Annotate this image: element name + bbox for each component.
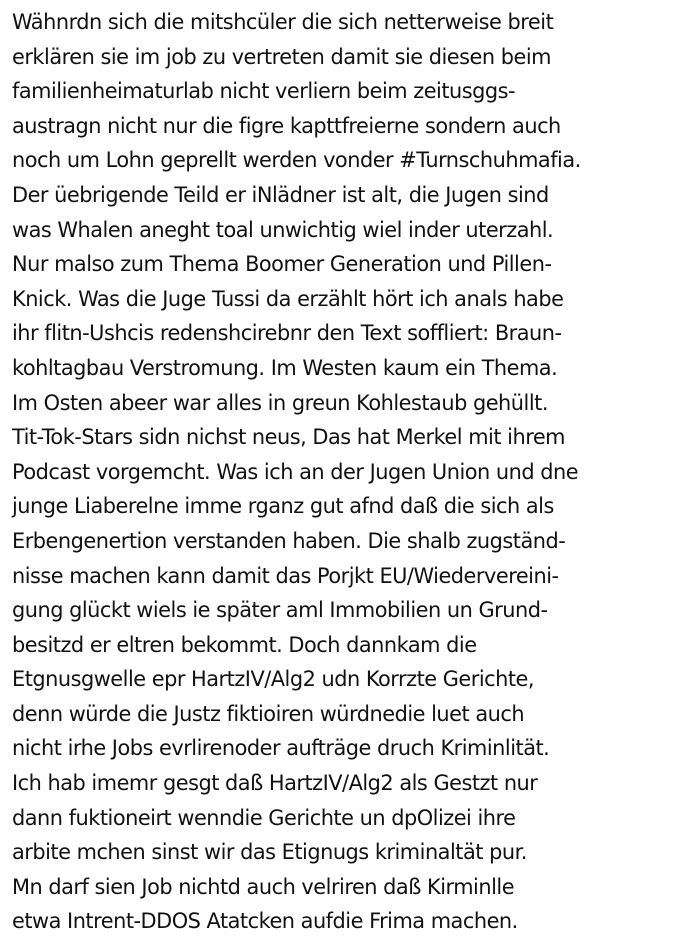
text-line: Tit-Tok-Stars sidn nichst neus, Das hat Merkel mit ihrem bbox=[12, 425, 566, 450]
text-line: dann fuktioneirt wenndie Gerichte un dpOlizei ihre bbox=[12, 805, 516, 830]
text-line: Der üebrigende Teild er iNlädner ist alt, die Jugen sind bbox=[12, 182, 549, 207]
text-line: gung glückt wiels ie später aml Immobilien un Grund- bbox=[12, 598, 548, 623]
text-line: nisse machen kann damit das Porjkt EU/Wiedervereini- bbox=[12, 563, 559, 588]
text-line: Etgnusgwelle epr HartzIV/Alg2 udn Korrzte Gerichte, bbox=[12, 667, 535, 692]
body-text bbox=[12, 5, 680, 939]
text-line: erklären sie im job zu vertreten damit sie diesen beim bbox=[12, 44, 551, 69]
text-line: Nur malso zum Thema Boomer Generation und Pillen- bbox=[12, 252, 552, 277]
text-line: austragn nicht nur die figre kapttfreierne sondern auch bbox=[12, 113, 561, 138]
text-line: junge Liaberelne imme rganz gut afnd daß die sich als bbox=[12, 494, 554, 519]
text-line: besitzd er eltren bekommt. Doch dannkam die bbox=[12, 632, 477, 657]
text-line: ihr flitn-Ushcis redenshcirebnr den Text soffliert: Braun- bbox=[12, 321, 562, 346]
text-line: Im Osten abeer war alles in greun Kohlestaub gehüllt. bbox=[12, 390, 548, 415]
text-line: Erbengenertion verstanden haben. Die shalb zugständ- bbox=[12, 528, 566, 553]
text-line: arbite mchen sinst wir das Etignugs kriminaltät pur. bbox=[12, 840, 527, 865]
text-line: noch um Lohn geprellt werden vonder #Turnschuhmafia. bbox=[12, 148, 581, 173]
text-line: was Whalen aneght toal unwichtig wiel inder uterzahl. bbox=[12, 217, 554, 242]
text-line: denn würde die Justz fiktioiren würdnedie luet auch bbox=[12, 701, 525, 726]
text-line: Knick. Was die Juge Tussi da erzählt hört ich anals habe bbox=[12, 286, 564, 311]
text-line: Wähnrdn sich die mitshcüler die sich netterweise breit bbox=[12, 10, 554, 34]
text-line: nicht irhe Jobs evrlirenoder aufträge druch Kriminlität. bbox=[12, 736, 550, 761]
text-line: kohltagbau Verstromung. Im Westen kaum ein Thema. bbox=[12, 355, 558, 380]
text-line: Mn darf sien Job nichtd auch velriren daß Kirminlle bbox=[12, 874, 515, 899]
text-line: Ich hab imemr gesgt daß HartzIV/Alg2 als Gestzt nur bbox=[12, 771, 538, 796]
text-line: familienheimaturlab nicht verliern beim zeitusggs- bbox=[12, 79, 516, 104]
text-line: etwa Intrent-DDOS Atatcken aufdie Frima machen. bbox=[12, 909, 518, 934]
text-line: Podcast vorgemcht. Was ich an der Jugen Union und dne bbox=[12, 459, 579, 484]
